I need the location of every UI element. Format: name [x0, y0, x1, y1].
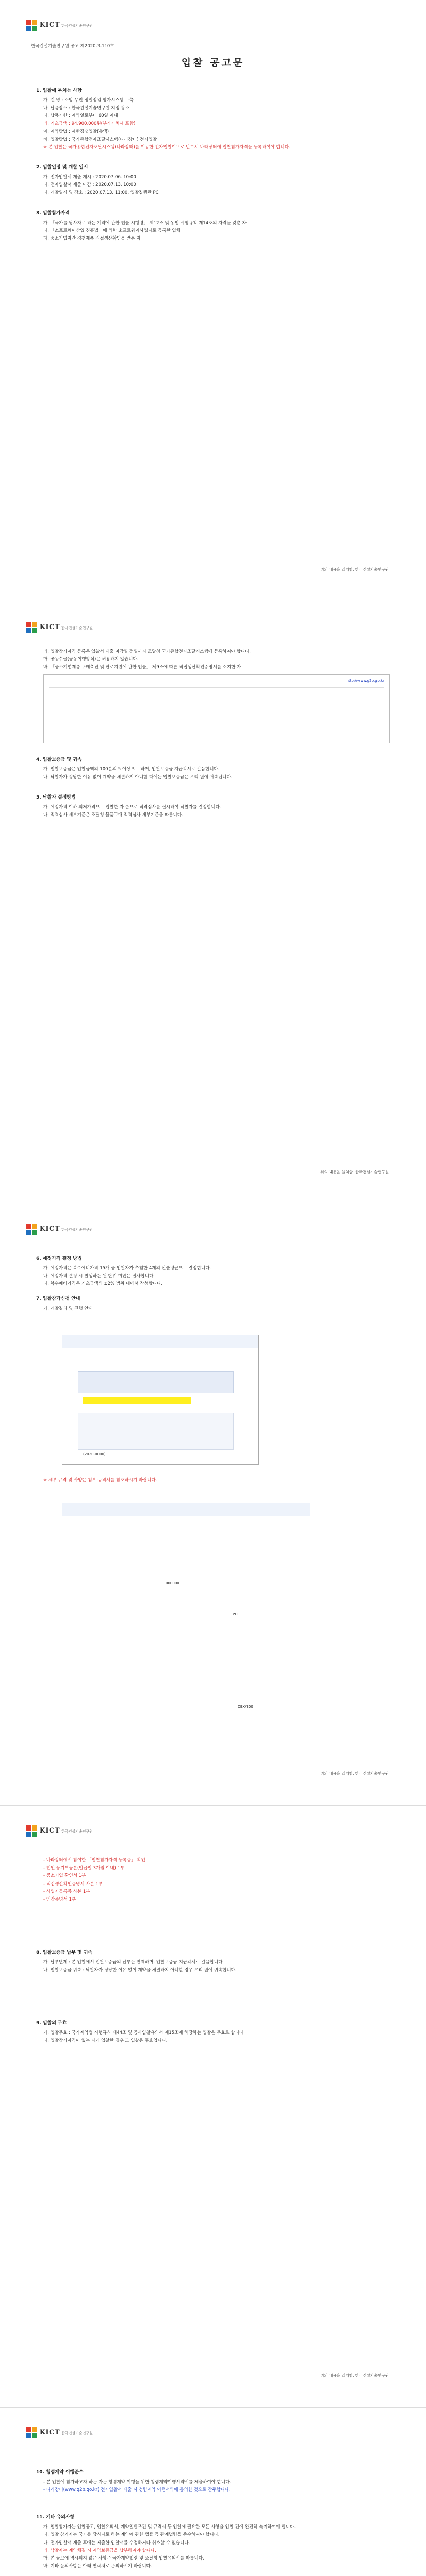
box-divider — [49, 687, 384, 688]
doc-line: - 법인 등기부등본(발급일 3개월 이내) 1부 — [43, 1866, 125, 1871]
document-preview — [62, 1503, 310, 1720]
deposit-line: 나. 입찰보증금 귀속 : 낙찰자가 정당한 이유 없이 계약을 체결하지 아니할 경우 우리 원에 귀속합니다. — [43, 1968, 237, 1973]
info-line: 마. 계약방법 : 제한경쟁입찰(총액) — [43, 129, 109, 134]
section-heading: 4. 입찰보증금 및 귀속 — [36, 757, 82, 762]
eligibility-line: 나. 「소프트웨어산업 진흥법」에 의한 소프트웨어사업자로 등록한 업체 — [43, 228, 181, 233]
kict-logo-icon — [25, 1824, 38, 1838]
kict-logo-icon — [25, 621, 38, 634]
red-note: ※ 세부 규격 및 사양은 첨부 규격서를 참조하시기 바랍니다. — [43, 1478, 157, 1483]
page-footer: 위의 내용을 일치함. 한국건설기술연구원 — [320, 1771, 389, 1776]
page3-caption — [36, 1477, 390, 1485]
eligibility-line: 다. 중소기업자간 경쟁제품 직접생산확인을 받은 자 — [43, 235, 141, 241]
screenshot-window — [62, 1335, 259, 1465]
price-line: 가. 예정가격은 복수예비가격 15개 중 입찰자가 추첨한 4개의 산술평균으로 결정합니다. — [43, 1265, 211, 1271]
caution-line: 바. 기타 문의사항은 아래 연락처로 문의하시기 바랍니다. — [43, 2564, 152, 2569]
kict-logo — [25, 19, 93, 34]
screenshot-panel — [78, 1413, 234, 1450]
page1-content — [36, 82, 390, 243]
page-footer: 위의 내용을 일치함. 한국건설기술연구원 — [320, 2373, 389, 2378]
logo-subtext: 한국건설기술연구원 — [61, 1829, 93, 1834]
red-note: ※ 본 입찰은 국가종합전자조달시스템(나라장터)를 이용한 전자입찰이므로 반드시 나라장터에 입찰참가자격을 등록하여야 합니다. — [43, 144, 290, 150]
caution-line: 가. 입찰참가자는 입찰공고, 입찰유의서, 계약일반조건 및 규격서 등 입찰에 필요한 모든 사항을 입찰 전에 완전히 숙지하여야 합니다. — [43, 2524, 296, 2530]
eligibility-line: 가. 「국가를 당사자로 하는 계약에 관한 법률 시행령」 제12조 및 동법 시행규칙 제14조의 자격을 갖춘 자 — [43, 220, 247, 226]
page-title: 입찰 공고문 — [181, 57, 245, 69]
schedule-line: 다. 개찰일시 및 장소 : 2020.07.13. 11:00, 입찰집행관 PC — [43, 190, 159, 196]
notice-number: 한국건설기술연구원 공고 제2020-3-110호 — [31, 44, 114, 49]
info-line: 가. 건 명 : 소방 무인 정밀점검 평가시스템 구축 — [43, 97, 134, 103]
kict-logo-icon — [25, 19, 38, 32]
caution-line: 다. 전자입찰서 제출 후에는 제출한 입찰서를 수정하거나 취소할 수 없습니다. — [43, 2540, 190, 2546]
page-1 — [0, 0, 426, 602]
doc-line: - 인감증명서 1부 — [43, 1896, 76, 1902]
preview-label: 000000 — [166, 1581, 179, 1585]
preview-label: PDF — [233, 1612, 240, 1616]
subsection-heading: 가. 개찰결과 및 진행 안내 — [43, 1306, 93, 1312]
kict-logo — [25, 1824, 93, 1840]
note-line: 바. 「중소기업제품 구매촉진 및 판로지원에 관한 법률」 제9조에 따른 직접생산확인증명서를 소지한 자 — [43, 665, 241, 670]
logo-subtext: 한국건설기술연구원 — [61, 1227, 93, 1232]
section-heading: 11. 기타 유의사항 — [36, 2515, 75, 2520]
page-footer: 위의 내용을 일치함. 한국건설기술연구원 — [320, 567, 389, 572]
logo-subtext: 한국건설기술연구원 — [61, 625, 93, 630]
page-3 — [0, 1204, 426, 1806]
invalid-line: 나. 입찰참가자격이 없는 자가 입찰한 경우 그 입찰은 무효입니다. — [43, 2038, 168, 2044]
doc-line: - 중소기업 확인서 1부 — [43, 1873, 86, 1879]
page-5 — [0, 2407, 426, 2576]
award-line: 가. 예정가격 이하 최저가격으로 입찰한 자 순으로 적격심사를 실시하여 낙찰자를 결정합니다. — [43, 804, 221, 810]
page4-content — [36, 1857, 390, 2046]
logo-text: KICT — [39, 1826, 60, 1835]
highlight-bar — [83, 1397, 191, 1404]
section-heading: 2. 입찰일정 및 개찰 일시 — [36, 165, 88, 171]
section-heading: 1. 입찰에 부치는 사항 — [36, 88, 82, 93]
section-heading: 9. 입찰의 무효 — [36, 2021, 67, 2026]
logo-text: KICT — [39, 21, 60, 29]
kict-logo — [25, 1223, 93, 1238]
section-heading: 3. 입찰참가자격 — [36, 210, 70, 216]
page2-content — [36, 649, 390, 820]
screenshot-panel — [78, 1371, 234, 1393]
doc-line: - 나라장터에서 참여한 「입찰참가자격 등록증」 확인 — [43, 1858, 145, 1863]
page-2 — [0, 602, 426, 1204]
kict-logo-icon — [25, 2426, 38, 2439]
screenshot-caption: (2020-0000) — [83, 1452, 106, 1456]
section-heading: 8. 입찰보증금 납부 및 귀속 — [36, 1950, 93, 1956]
price-line: 나. 예정가격 결정 시 발생하는 원 단위 미만은 절사합니다. — [43, 1274, 155, 1279]
logo-subtext: 한국건설기술연구원 — [61, 23, 93, 28]
logo-text: KICT — [39, 1225, 60, 1233]
invalid-line: 가. 입찰무효 : 국가계약법 시행규칙 제44조 및 공사입찰유의서 제15조에 해당하는 입찰은 무효로 합니다. — [43, 2030, 245, 2036]
schedule-line: 가. 전자입찰서 제출 개시 : 2020.07.06. 10:00 — [43, 175, 136, 180]
logo-subtext: 한국건설기술연구원 — [61, 2431, 93, 2435]
doc-line: - 사업자등록증 사본 1부 — [43, 1889, 90, 1894]
page5-content — [36, 2464, 390, 2571]
kict-logo — [25, 2426, 93, 2442]
price-line: 다. 복수예비가격은 기초금액의 ±2% 범위 내에서 작성합니다. — [43, 1281, 163, 1287]
info-line: 나. 납품장소 : 한국건설기술연구원 지정 장소 — [43, 106, 129, 111]
section-heading: 7. 입찰참가신청 안내 — [36, 1296, 80, 1302]
schedule-line: 나. 전자입찰서 제출 마감 : 2020.07.13. 10:00 — [43, 182, 136, 188]
section-heading: 5. 낙찰자 결정방법 — [36, 794, 76, 800]
logo-text: KICT — [39, 623, 60, 631]
info-line: 다. 납품기한 : 계약일로부터 60일 이내 — [43, 113, 118, 119]
integrity-line: - 나라장터(www.g2b.go.kr) 전자입찰서 제출 시 청렴계약 이행서약에 동의한 것으로 간주합니다. — [43, 2487, 231, 2493]
deposit-line: 가. 납부면제 : 본 입찰에서 입찰보증금의 납부는 면제하며, 입찰보증금 지급각서로 갈음합니다. — [43, 1959, 224, 1965]
website-link[interactable]: http://www.g2b.go.kr — [346, 678, 384, 683]
info-line: 바. 입찰방법 : 국가종합전자조달시스템(나라장터) 전자입찰 — [43, 137, 157, 142]
doc-line: - 직접생산확인증명서 사본 1부 — [43, 1881, 103, 1887]
preview-header — [62, 1503, 310, 1516]
page3-content — [36, 1250, 390, 1314]
award-line: 나. 적격심사 세부기준은 조달청 물품구매 적격심사 세부기준을 따릅니다. — [43, 812, 183, 818]
section-heading: 6. 예정가격 결정 방법 — [36, 1256, 82, 1261]
info-line-highlight: 라. 기초금액 : 94,900,000원(부가가치세 포함) — [43, 121, 136, 127]
caution-line: 라. 낙찰자는 계약체결 시 계약보증금을 납부하여야 합니다. — [43, 2548, 156, 2553]
note-line: 마. 공동수급(공동이행방식)은 허용하지 않습니다. — [43, 657, 139, 663]
section-heading: 10. 청렴계약 이행준수 — [36, 2470, 84, 2475]
integrity-line: - 본 입찰에 참가하고자 하는 자는 청렴계약 이행을 위한 청렴계약이행서약서를 제출하여야 합니다. — [43, 2479, 231, 2485]
caution-line: 마. 본 공고에 명시되지 않은 사항은 국가계약법령 및 조달청 입찰유의서를 따릅니다. — [43, 2555, 204, 2561]
preview-label: CEX/300 — [238, 1705, 253, 1709]
page-footer: 위의 내용을 일치함. 한국건설기술연구원 — [320, 1170, 389, 1174]
website-screenshot-box — [43, 674, 390, 743]
deposit-line: 나. 낙찰자가 정당한 이유 없이 계약을 체결하지 아니할 때에는 입찰보증금은 우리 원에 귀속됩니다. — [43, 774, 233, 780]
kict-logo — [25, 621, 93, 636]
kict-logo-icon — [25, 1223, 38, 1236]
screenshot-header — [62, 1335, 258, 1348]
logo-text: KICT — [39, 2428, 60, 2436]
deposit-line: 가. 입찰보증금은 입찰금액의 100분의 5 이상으로 하며, 입찰보증금 지급각서로 갈음합니다. — [43, 767, 220, 772]
note-line: 라. 입찰참가자격 등록은 입찰서 제출 마감일 전일까지 조달청 국가종합전자조달시스템에 등록하여야 합니다. — [43, 649, 251, 654]
caution-line: 나. 입찰 참가자는 국가를 당사자로 하는 계약에 관한 법률 등 관계법령을 준수하여야 합니다. — [43, 2532, 220, 2538]
page-4 — [0, 1805, 426, 2408]
